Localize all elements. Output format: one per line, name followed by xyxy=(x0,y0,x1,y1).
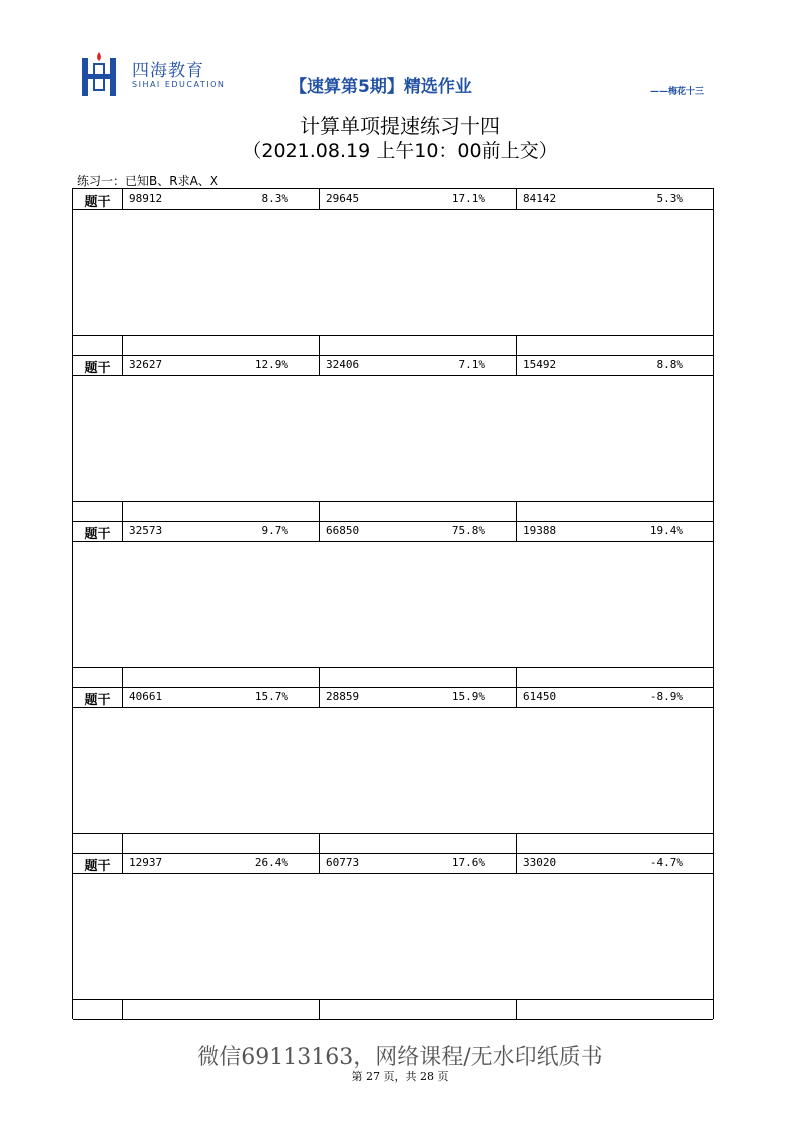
column-divider xyxy=(516,668,517,687)
column-divider xyxy=(516,834,517,853)
problem-rate-value: 5.3% xyxy=(656,192,683,205)
column-divider xyxy=(122,521,123,541)
problem-block xyxy=(72,355,714,521)
row-label: 题干 xyxy=(84,195,111,210)
problem-base-value: 28859 xyxy=(326,690,360,703)
column-divider xyxy=(516,189,517,209)
problem-row xyxy=(73,687,713,708)
row-label: 题干 xyxy=(84,859,111,874)
column-divider xyxy=(516,336,517,355)
page-number: 第 27 页，共 28 页 xyxy=(351,1070,449,1083)
column-divider xyxy=(319,1000,320,1019)
problem-base-value: 84142 xyxy=(523,192,557,205)
problem-rate-value: 12.9% xyxy=(254,358,288,371)
problem-block xyxy=(72,188,714,355)
answer-area[interactable] xyxy=(73,542,713,667)
problem-base-value: 29645 xyxy=(326,192,360,205)
problem-base-value: 98912 xyxy=(129,192,163,205)
answer-area[interactable] xyxy=(73,210,713,335)
answer-area[interactable] xyxy=(73,376,713,501)
page-subtitle: （2021.08.19 上午10：00前上交） xyxy=(242,140,558,162)
column-divider xyxy=(516,1000,517,1019)
page-title: 计算单项提速练习十四 xyxy=(300,114,500,138)
problem-base-value: 60773 xyxy=(326,856,360,869)
problem-row xyxy=(73,521,713,542)
problem-rate-value: 15.9% xyxy=(451,690,485,703)
problem-base-value: 40661 xyxy=(129,690,163,703)
problem-row xyxy=(73,189,713,210)
column-divider xyxy=(122,189,123,209)
column-divider xyxy=(319,521,320,541)
problem-rate-value: -4.7% xyxy=(649,856,683,869)
column-divider xyxy=(516,521,517,541)
row-label: 题干 xyxy=(84,527,111,542)
problem-base-value: 19388 xyxy=(523,524,557,537)
problem-block xyxy=(72,687,714,853)
problem-rate-value: 7.1% xyxy=(458,358,485,371)
row-label: 题干 xyxy=(84,361,111,376)
logo-mark-icon xyxy=(80,50,124,98)
answer-row[interactable] xyxy=(73,999,713,1020)
problem-rate-value: 9.7% xyxy=(261,524,288,537)
section-label: 练习一：已知B、R求A、X xyxy=(77,174,219,188)
problem-base-value: 12937 xyxy=(129,856,163,869)
watermark-text: 微信69113163，网络课程/无水印纸质书 xyxy=(197,1045,603,1070)
column-divider xyxy=(516,687,517,707)
problem-row xyxy=(73,355,713,376)
problem-base-value: 32627 xyxy=(129,358,163,371)
column-divider xyxy=(122,502,123,521)
answer-row[interactable] xyxy=(73,667,713,688)
column-divider xyxy=(122,1000,123,1019)
problem-rate-value: 17.6% xyxy=(451,856,485,869)
column-divider xyxy=(122,355,123,375)
problem-rate-value: 17.1% xyxy=(451,192,485,205)
answer-row[interactable] xyxy=(73,335,713,356)
logo xyxy=(80,50,230,100)
column-divider xyxy=(516,853,517,873)
answer-area[interactable] xyxy=(73,874,713,999)
column-divider xyxy=(319,336,320,355)
worksheet-table xyxy=(72,188,713,1019)
problem-rate-value: 19.4% xyxy=(649,524,683,537)
column-divider xyxy=(319,502,320,521)
column-divider xyxy=(319,668,320,687)
answer-area[interactable] xyxy=(73,708,713,833)
column-divider xyxy=(122,668,123,687)
problem-base-value: 15492 xyxy=(523,358,557,371)
column-divider xyxy=(319,834,320,853)
column-divider xyxy=(319,853,320,873)
column-divider xyxy=(319,189,320,209)
problem-rate-value: -8.9% xyxy=(649,690,683,703)
answer-row[interactable] xyxy=(73,501,713,522)
problem-block xyxy=(72,853,714,1019)
problem-rate-value: 75.8% xyxy=(451,524,485,537)
column-divider xyxy=(122,687,123,707)
logo-subtext: SIHAI EDUCATION xyxy=(132,80,226,89)
problem-base-value: 61450 xyxy=(523,690,557,703)
problem-rate-value: 8.8% xyxy=(656,358,683,371)
series-title: 【速算第5期】精选作业 xyxy=(290,77,472,97)
column-divider xyxy=(122,853,123,873)
column-divider xyxy=(319,355,320,375)
problem-base-value: 32406 xyxy=(326,358,360,371)
row-label: 题干 xyxy=(84,693,111,708)
problem-base-value: 66850 xyxy=(326,524,360,537)
column-divider xyxy=(319,687,320,707)
column-divider xyxy=(122,336,123,355)
teacher-name: ——梅花十三 xyxy=(650,87,705,97)
column-divider xyxy=(516,355,517,375)
column-divider xyxy=(122,834,123,853)
problem-rate-value: 8.3% xyxy=(261,192,288,205)
problem-base-value: 33020 xyxy=(523,856,557,869)
logo-text: 四海教育 xyxy=(132,61,204,81)
column-divider xyxy=(516,502,517,521)
problem-row xyxy=(73,853,713,874)
problem-rate-value: 15.7% xyxy=(254,690,288,703)
problem-block xyxy=(72,521,714,687)
problem-rate-value: 26.4% xyxy=(254,856,288,869)
problem-base-value: 32573 xyxy=(129,524,163,537)
answer-row[interactable] xyxy=(73,833,713,854)
